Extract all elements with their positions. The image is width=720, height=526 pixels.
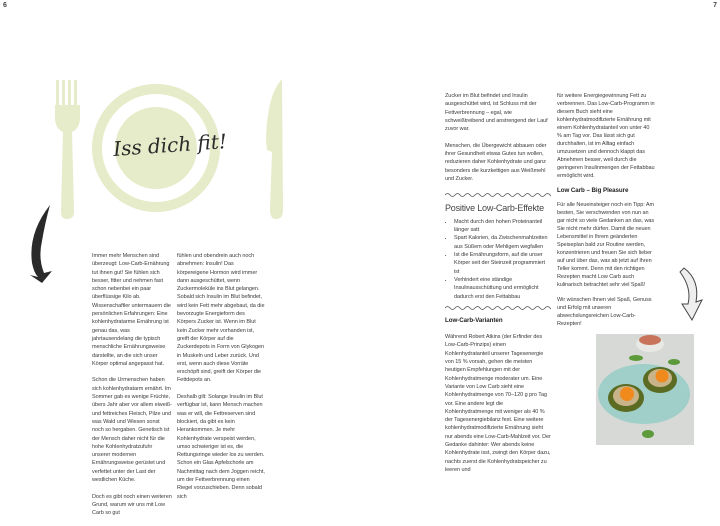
paragraph: Während Robert Atkins (der Erfinder des Low-Carb-Prinzips) einen Kohlenhydratanteil unserer Tagesenergie von 15 % vorsah, gehen die meisten heutigen Empfehlungen mit der Kohlenhydratmenge moderater um. Eine Variante von Low Carb sieht eine Kohlenhydratmenge von 70–120 g pro Tag vor. Eine andere legt die Kohlenhydratmenge mit weniger als 40 % der Tagesenergiebilanz fest. Eine weitere kohlenhydratmodifizierte Ernährung sieht nur abends eine Low-Carb-Mahlzeit vor. Der Gedanke dahinter: Wer abends keine Kohlenhydrate isst, zwingt den Körper dazu, nachts zuerst die Kohlenhydratspeicher zu leeren und bbox=[445, 334, 551, 473]
list-item: • Spart Kalorien, da Zwischenmahlzeiten aus Süßem oder Mehligem wegfallen bbox=[454, 234, 551, 251]
fork-icon bbox=[55, 80, 80, 219]
paragraph: für weitere Energiegewinnung Fett zu verbrennen. Das Low-Carb-Programm in diesem Buch sieht eine kohlenhydratmodifizierte Ernährung mit einem Kohlenhydratanteil von unter 40 % am Tag vor. Das lässt sich gut durchhalten, ist im Alltag einfach umzusetzen und dennoch klappt das Abnehmen besser, weil durch die geringeren Insulinmengen der Fettabbau ermöglicht wird. bbox=[557, 93, 655, 179]
hero-title: Iss dich fit! bbox=[112, 129, 228, 161]
page-number-right: 7 bbox=[713, 2, 717, 9]
paragraph: Menschen, die Übergewicht abbauen oder ihrer Gesundheit etwas Gutes tun wollen, reduzieren daher Kohlenhydrate und ganz besonders die kurzkettigen aus Weißmehl und Zucker. bbox=[445, 142, 547, 182]
effects-list bbox=[445, 218, 551, 301]
effects-heading: Positive Low-Carb-Effekte bbox=[445, 202, 544, 213]
paragraph: Wir wünschen Ihnen viel Spaß, Genuss und Erfolg mit unseren abwechslungsreichen Low-Carb-Rezepten! bbox=[557, 297, 652, 327]
arrow-right-icon bbox=[676, 266, 704, 322]
paragraph: Deshalb gilt: Solange Insulin im Blut verfügbar ist, kann Mensch machen was er will, die Fettreserven sind blockiert, da gibt es kein Herankommen. Je mehr Kohlenhydrate verspeist werden, umso schwieriger ist es, die Rettungsringe wieder los zu werden. Schon ein Glas Apfelschorle am Nachmittag nach dem Joggen reicht, um der Fettverbrennung einen Riegel vorzuschieben. Denn sobald sich bbox=[177, 394, 265, 500]
paragraph: Zucker im Blut befindet und Insulin ausgeschüttet wird, ist Schluss mit der Fettverbrennung – egal, wie schweißtreibend und anstrengend der Lauf zuvor war. bbox=[445, 93, 548, 133]
paragraph: Doch es gibt noch einen weiteren Grund, warum wir uns mit Low Carb so gut bbox=[92, 493, 172, 517]
knife-icon bbox=[266, 79, 283, 219]
column-3 bbox=[445, 92, 551, 482]
paragraph: fühlen und obendrein auch noch abnehmen: Insulin! Das körpereigene Hormon wird immer dann ausgeschüttet, wenn Zuckermoleküle ins Blut gelangen. Sobald sich Insulin im Blut befindet, wird kein Fett mehr abgebaut, da die bevorzugte Energieform des Körpers Zucker ist. Wenn im Blut kein Zucker mehr vorhanden ist, greift der Körper auf die Zuckerdepots in Form von Glykogen in Muskeln und Leber zurück. Und erst, wenn auch diese Vorräte erschöpft sind, greift der Körper die Fettdepots an. bbox=[177, 253, 265, 384]
arrow-left-icon bbox=[20, 203, 56, 285]
column-4 bbox=[557, 92, 655, 335]
list-item: • Verhindert eine ständige Insulinausschüttung und ermöglicht dadurch erst den Fettabbau bbox=[454, 276, 551, 301]
wavy-divider bbox=[445, 192, 551, 198]
column-1 bbox=[92, 252, 172, 526]
page-number-left: 6 bbox=[3, 2, 7, 9]
avocado-egg-photo bbox=[596, 334, 694, 445]
big-pleasure-heading: Low Carb – Big Pleasure bbox=[557, 187, 629, 194]
paragraph: Immer mehr Menschen sind überzeugt: Low-Carb-Ernährung tut ihnen gut! Sie fühlen sich besser, fitter und nehmen fast schon nebenbei ein paar überflüssige Kilo ab. Wissenschaftler untermauern die persönlichen Erfahrungen: Eine kohlenhydratarme Ernährung ist genau das, was jahrtausendelang die typisch menschliche Ernährungsweise darstellte, an die sich unser Körper optimal angepasst hat. bbox=[92, 253, 171, 367]
column-2 bbox=[177, 252, 265, 509]
wavy-divider bbox=[445, 305, 551, 311]
variants-heading: Low-Carb-Varianten bbox=[445, 316, 503, 324]
list-item: • Ist die Ernährungsform, auf die unser Körper seit der Steinzeit programmiert ist bbox=[454, 251, 551, 276]
paragraph: Schon die Urmenschen haben sich kohlenhydratarm ernährt. Im Sommer gab es wenige Früchte, übers Jahr aber vor allem eiweiß- und fettreiches Fleisch, Pilze und was Wald und Wiesen sonst noch so hergaben. Genetisch ist der Mensch daher nicht für die hohe Kohlenhydratzufuhr unserer modernen Ernährungsweise gerüstet und verfettet unter der Last der westlichen Küche. bbox=[92, 377, 172, 484]
list-item: • Macht durch den hohen Proteinanteil länger satt bbox=[454, 218, 551, 235]
paragraph: Für alle Neueinsteiger noch ein Tipp: Am besten, Sie verschwenden von nun an gar nicht so viele Gedanken an das, was Sie nicht mehr dürfen. Damit die neuen Lebensmittel in Ihrem geänderten Speiseplan bald zur Routine werden, konzentrieren und freuen Sie sich lieber auf und über das, was ab jetzt auf Ihren Teller kommt. Denn mit den richtigen Rezepten macht Low Carb auch kulinarisch betrachtet sehr viel Spaß! bbox=[557, 202, 655, 288]
